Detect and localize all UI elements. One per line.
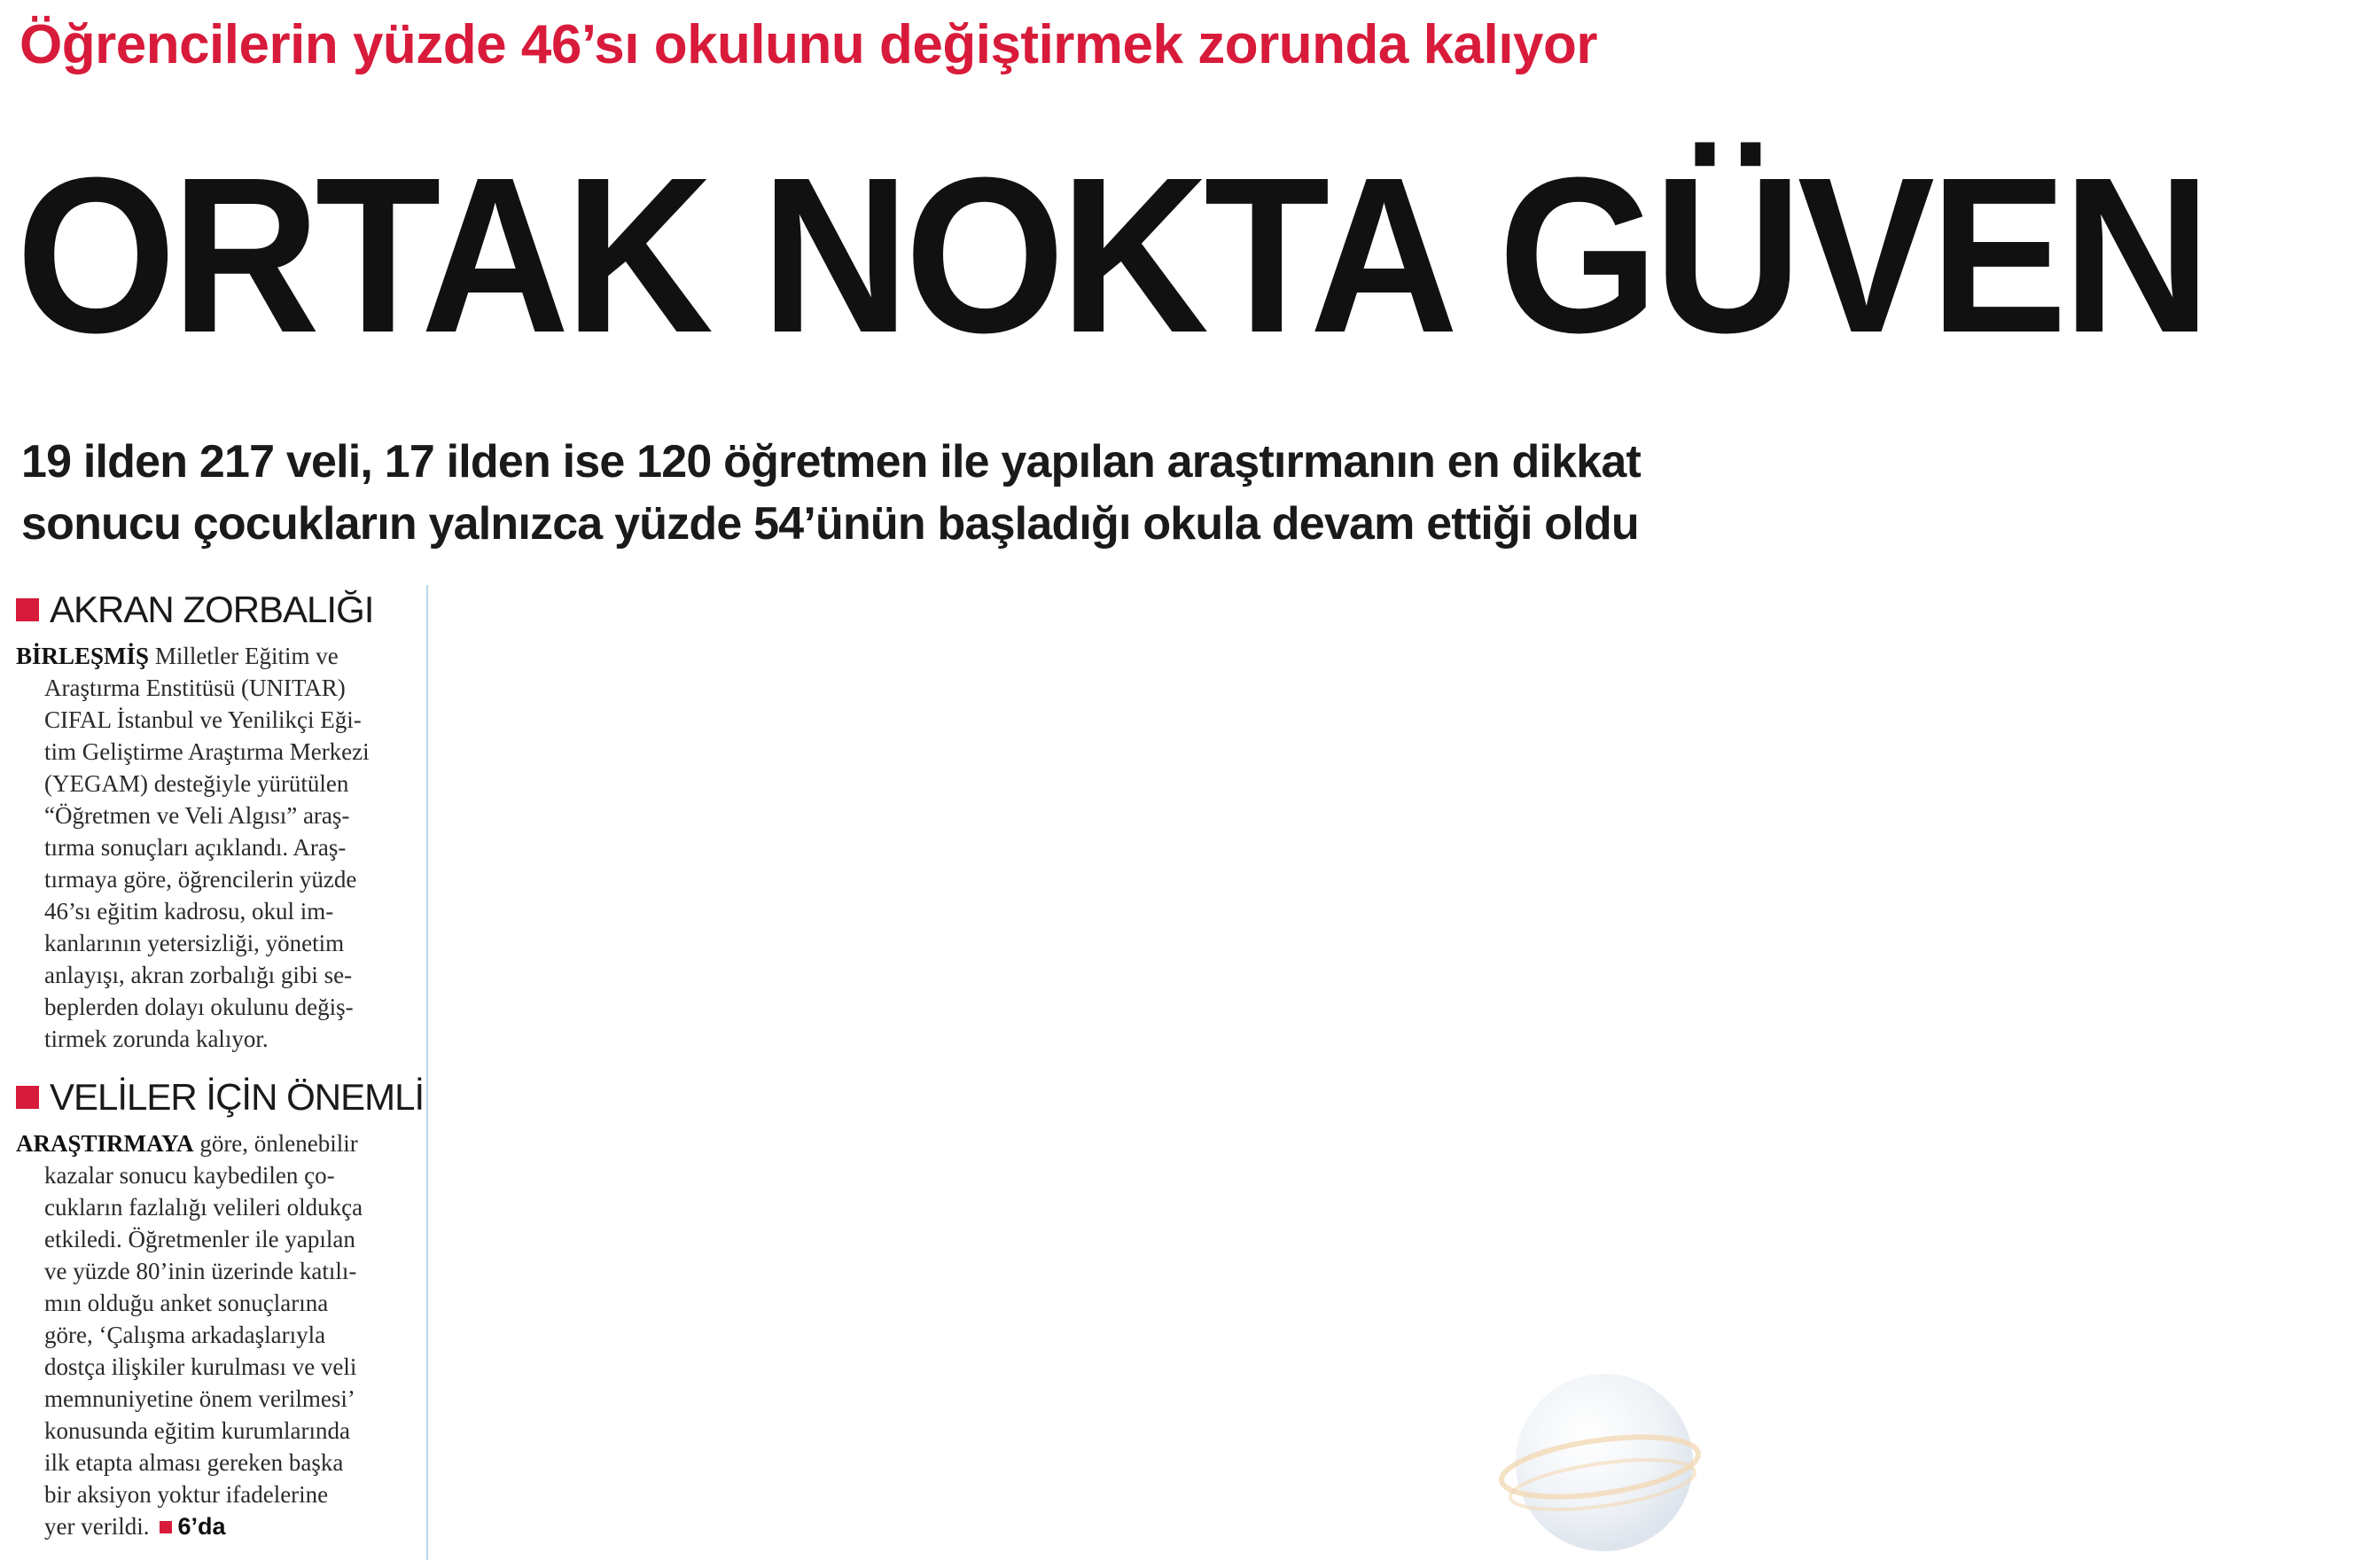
section-body bbox=[16, 1127, 406, 1542]
body-line: tırma sonuçları açıklandı. Araş- bbox=[44, 834, 347, 861]
body-line-rest: göre, önlenebilir bbox=[193, 1130, 358, 1157]
deck-subheadline bbox=[21, 431, 1732, 555]
body-line: memnuniyetine önem verilmesi’ bbox=[44, 1385, 355, 1412]
planet-watermark-icon bbox=[1498, 1356, 1702, 1560]
body-line: “Öğretmen ve Veli Algısı” araş- bbox=[44, 802, 350, 829]
section-body bbox=[16, 640, 406, 1055]
body-line: etkiledi. Öğretmenler ile yapılan bbox=[44, 1226, 355, 1252]
body-line: konusunda eğitim kurumlarında bbox=[44, 1417, 350, 1444]
section-heading-akran-zorbaligi bbox=[16, 585, 406, 635]
body-line: beplerden dolayı okulunu değiş- bbox=[44, 994, 354, 1020]
body-line: göre, ‘Çalışma arkadaşlarıyla bbox=[44, 1322, 326, 1348]
section-title: VELİLER İÇİN ÖNEMLİ bbox=[50, 1076, 425, 1118]
body-line: tirmek zorunda kalıyor. bbox=[44, 1026, 269, 1052]
body-line bbox=[16, 1127, 406, 1159]
body-line-rest: Milletler Eğitim ve bbox=[149, 643, 339, 669]
body-line: ilk etapta alması gereken başka bbox=[44, 1449, 344, 1476]
body-line: mın olduğu anket sonuçlarına bbox=[44, 1290, 329, 1316]
body-line: tırmaya göre, öğrencilerin yüzde bbox=[44, 866, 357, 893]
body-line: Araştırma Enstitüsü (UNITAR) bbox=[44, 675, 346, 701]
article-column bbox=[16, 585, 425, 1560]
body-line: dostça ilişkiler kurulması ve veli bbox=[44, 1353, 357, 1380]
main-headline bbox=[16, 96, 2207, 415]
body-line: kazalar sonucu kaybedilen ço- bbox=[44, 1162, 335, 1189]
column-divider bbox=[426, 585, 428, 1560]
red-square-bullet-icon bbox=[16, 1086, 39, 1109]
body-line: ve yüzde 80’inin üzerinde katılı- bbox=[44, 1258, 357, 1284]
lead-word: ARAŞTIRMAYA bbox=[16, 1130, 194, 1157]
section-heading-veliler-icin-onemli bbox=[16, 1073, 425, 1122]
body-line: (YEGAM) desteğiyle yürütülen bbox=[44, 770, 349, 797]
body-line: 46’sı eğitim kadrosu, okul im- bbox=[44, 898, 334, 924]
lead-word: BİRLEŞMİŞ bbox=[16, 643, 150, 669]
section-title: AKRAN ZORBALIĞI bbox=[50, 589, 374, 630]
deck-line: sonucu çocukların yalnızca yüzde 54’ünün başladığı okula devam ettiği oldu bbox=[21, 498, 1639, 550]
body-line: CIFAL İstanbul ve Yenilikçi Eği- bbox=[44, 706, 362, 733]
body-line: anlayışı, akran zorbalığı gibi se- bbox=[44, 962, 353, 988]
body-line: tim Geliştirme Araştırma Merkezi bbox=[44, 738, 370, 765]
body-line bbox=[16, 1510, 406, 1542]
kicker-headline: Öğrencilerin yüzde 46’sı okulunu değiştirmek zorunda kalıyor bbox=[19, 14, 1597, 75]
main-headline-text: ORTAK NOKTA GÜVEN bbox=[16, 131, 2207, 378]
body-line bbox=[16, 640, 406, 672]
red-square-bullet-icon bbox=[160, 1521, 172, 1533]
page-reference[interactable]: 6’da bbox=[177, 1513, 226, 1540]
red-square-bullet-icon bbox=[16, 598, 39, 621]
body-line: cukların fazlalığı velileri oldukça bbox=[44, 1194, 363, 1221]
deck-line: 19 ilden 217 veli, 17 ilden ise 120 öğretmen ile yapılan araştırmanın en dikkat bbox=[21, 436, 1641, 488]
body-line-text: yer verildi. bbox=[44, 1513, 150, 1540]
body-line: kanlarının yetersizliği, yönetim bbox=[44, 930, 345, 956]
body-line: bir aksiyon yoktur ifadelerine bbox=[44, 1481, 329, 1508]
